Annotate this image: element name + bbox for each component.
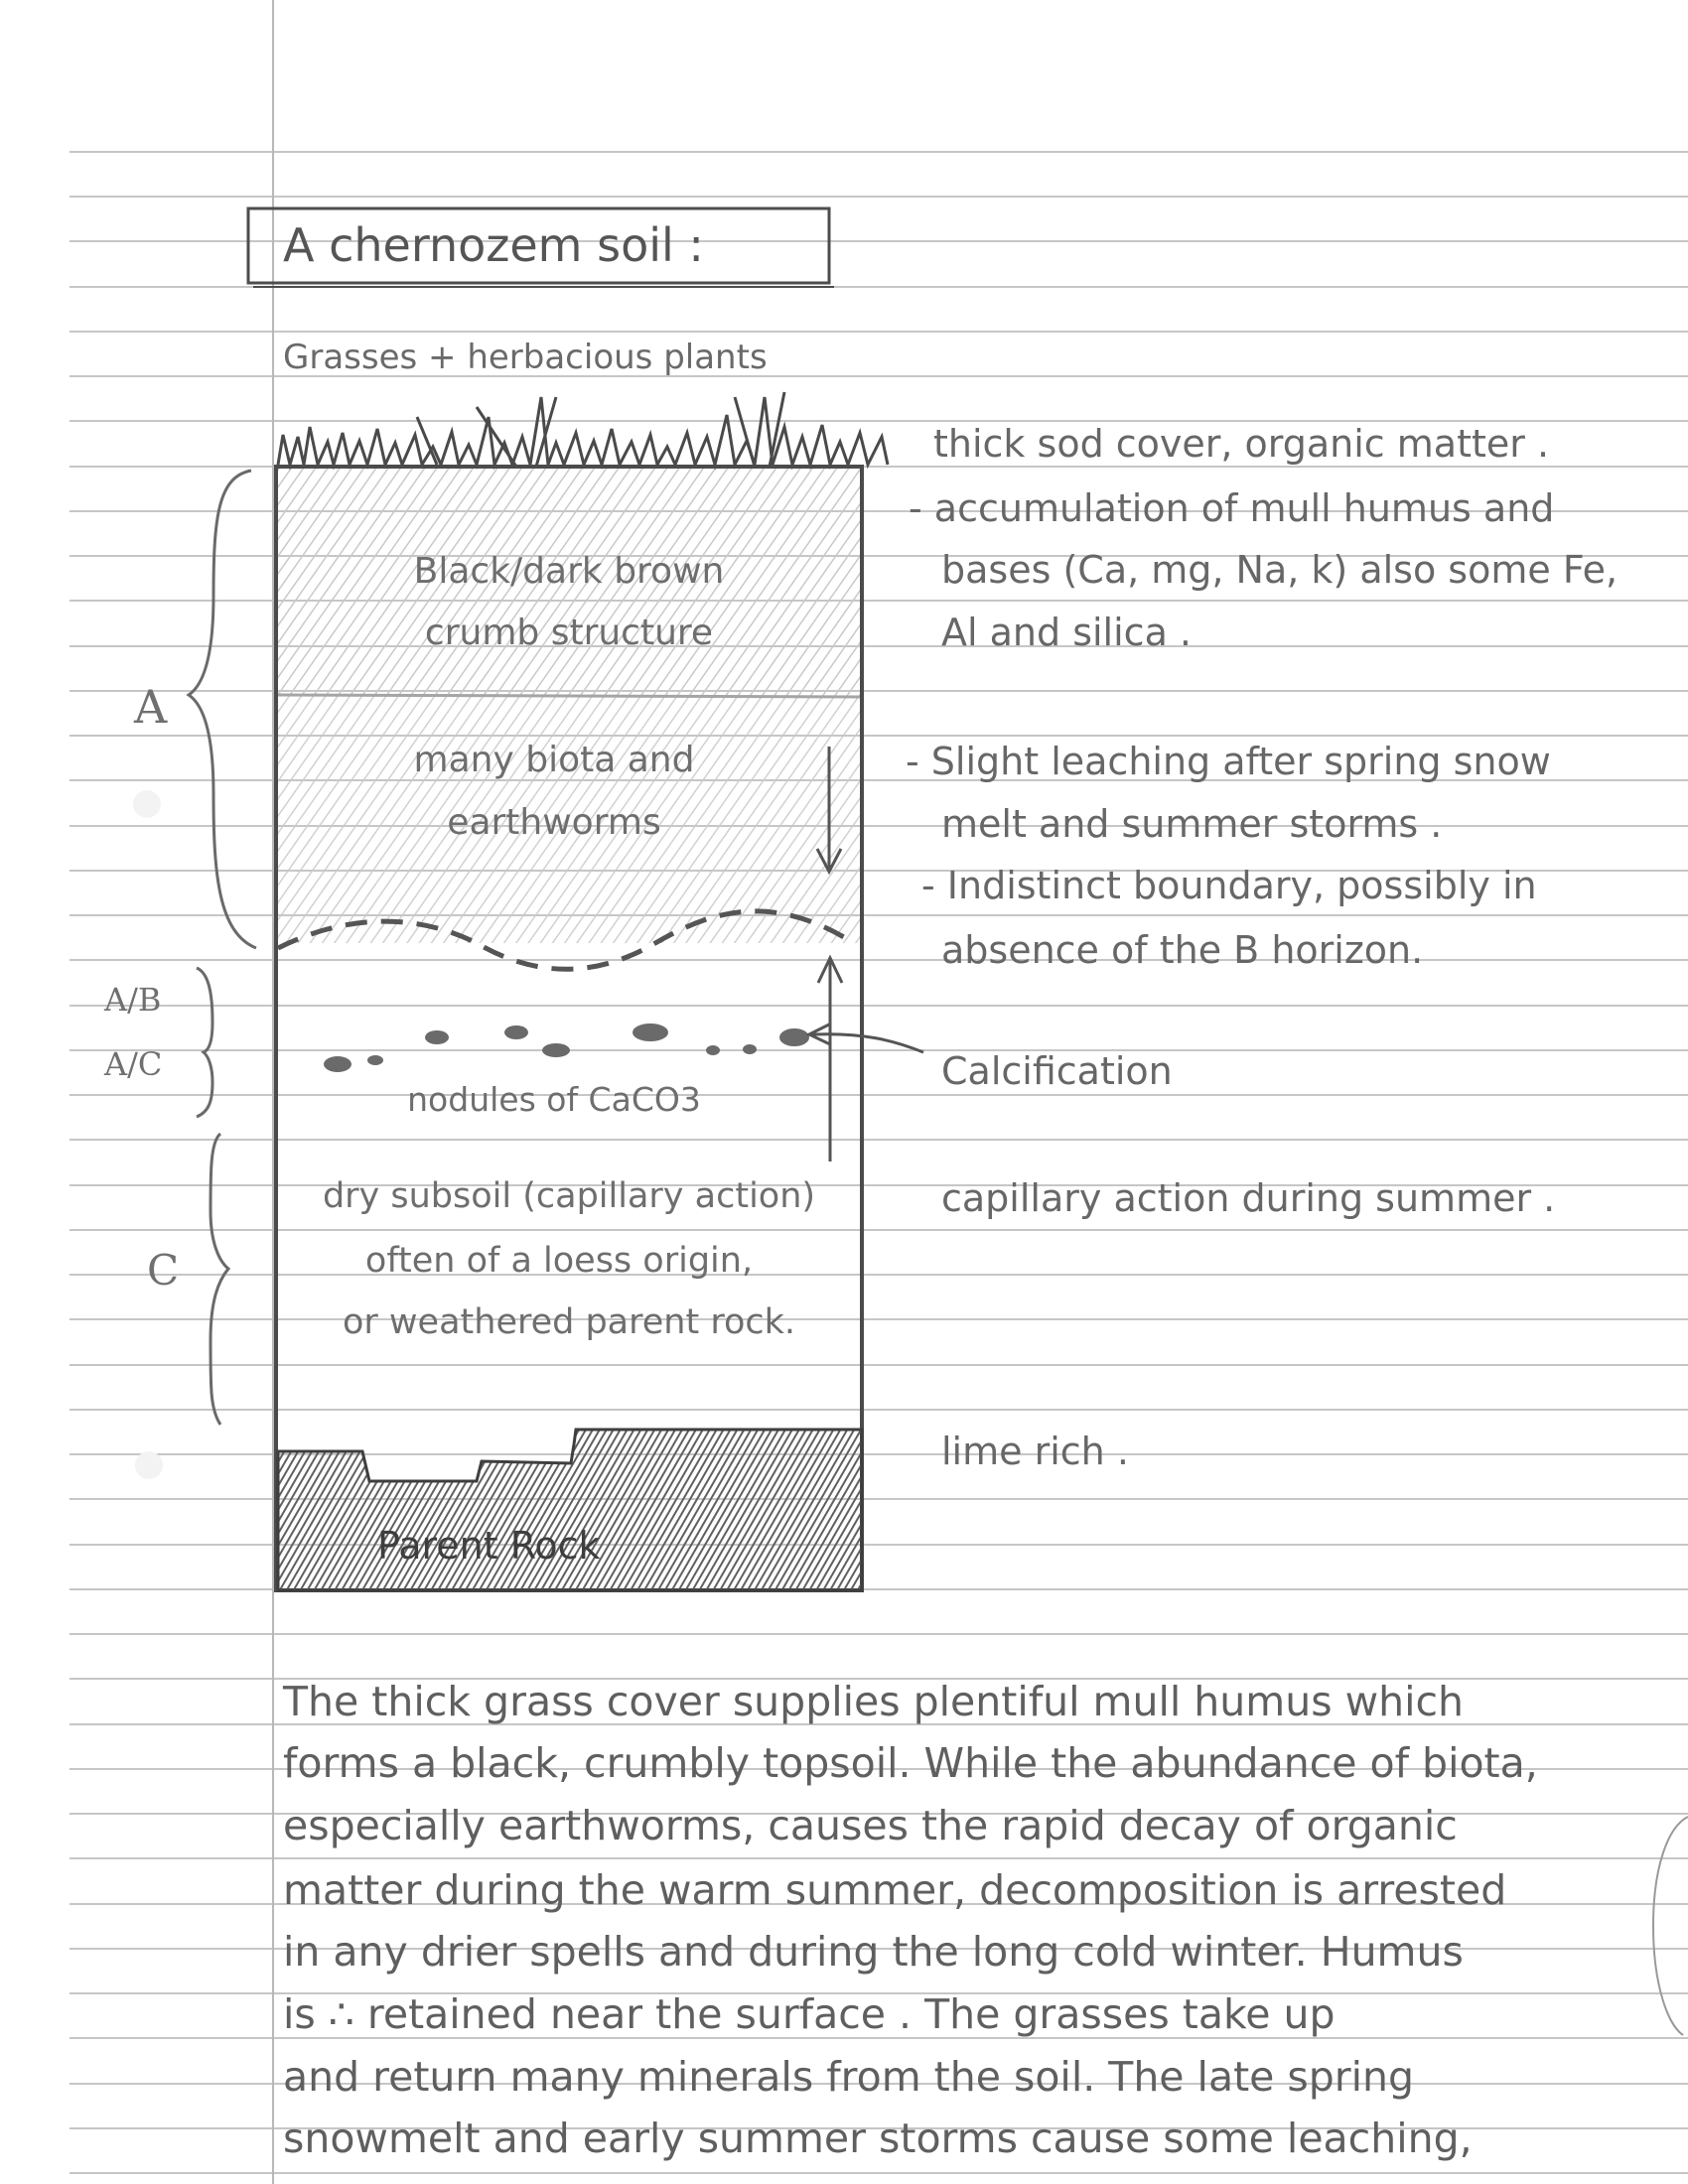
horizon-brace-c [211,1134,228,1425]
note-capillary: capillary action during summer . [941,1176,1556,1220]
layer-c-text-3: or weathered parent rock. [343,1302,795,1342]
layer-a-lower-text-2: earthworms [447,802,661,843]
nodules [324,1024,809,1072]
layer-a-upper-text-1: Black/dark brown [413,551,725,592]
punch-hole [135,1451,163,1479]
punch-hole [133,790,161,818]
page-edge-mark [1653,1817,1688,2035]
layer-c-text-2: often of a loess origin, [364,1241,754,1281]
layer-c-text-1: dry subsoil (capillary action) [322,1176,816,1216]
paragraph-line: and return many minerals from the soil. The late spring [283,2053,1415,2101]
note-b-horizon: absence of the B horizon. [941,928,1424,972]
note-leaching: - Slight leaching after spring snow [906,740,1551,783]
note-calcification: Calcification [941,1049,1173,1093]
parent-rock-label: Parent Rock [377,1524,601,1568]
note-sod-cover: thick sod cover, organic matter . [933,422,1550,466]
paragraph-line: snowmelt and early summer storms cause some leaching, [283,2115,1473,2162]
horizon-label-ab: A/B [104,981,162,1019]
nodules-label: nodules of CaCO3 [407,1080,701,1119]
horizon-label-ac: A/C [104,1045,163,1083]
paragraph-line: matter during the warm summer, decomposition is arrested [283,1866,1507,1914]
horizon-label-a: A [134,680,168,734]
note-silica: Al and silica . [941,611,1193,654]
layer-a-lower-text-1: many biota and [413,740,695,780]
paragraph-line: forms a black, crumbly topsoil. While the abundance of biota, [283,1739,1538,1787]
paragraph-line: in any drier spells and during the long cold winter. Humus [283,1928,1464,1976]
note-humus-accumulation: - accumulation of mull humus and [909,486,1555,530]
note-snowmelt: melt and summer storms . [941,802,1443,846]
capillary-arrow [818,958,842,1161]
grass-layer [278,392,888,467]
paragraph-line: is ∴ retained near the surface . The grasses take up [283,1990,1336,2038]
vegetation-label: Grasses + herbacious plants [283,338,768,377]
note-boundary: - Indistinct boundary, possibly in [921,864,1537,907]
horizon-label-c: C [147,1246,180,1295]
paragraph-line: especially earthworms, causes the rapid decay of organic [283,1802,1458,1849]
note-bases: bases (Ca, mg, Na, k) also some Fe, [941,548,1618,592]
layer-a-upper-text-2: crumb structure [424,613,714,653]
page-title: A chernozem soil : [283,218,704,272]
horizon-brace-a [189,471,256,948]
paragraph-line: The thick grass cover supplies plentiful mull humus which [283,1678,1465,1725]
note-lime-rich: lime rich . [941,1430,1129,1473]
